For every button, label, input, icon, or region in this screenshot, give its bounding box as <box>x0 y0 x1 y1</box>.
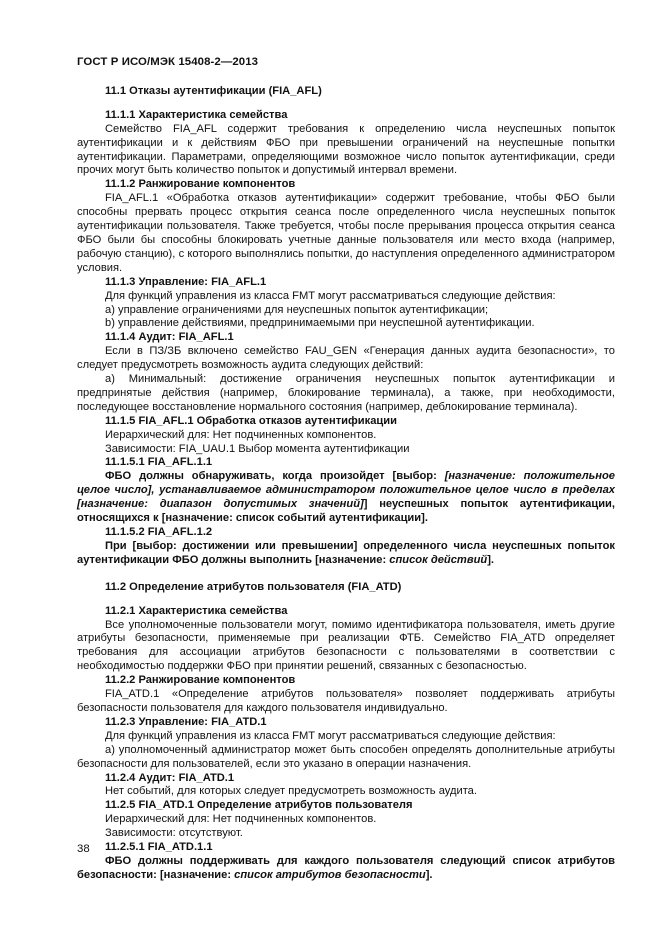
paragraph: a) Минимальный: достижение ограничения неуспешных попыток аутентификации и предпринятые действия (например, блокирование терминала), а также, при необходимости, последующее восстановление нормального состояния (например, деблокирование терминала). <box>77 373 615 413</box>
requirement-italic-part: список действий <box>389 553 488 566</box>
requirement-italic-part: список атрибутов безопасности <box>234 868 426 881</box>
section-11-1-2-heading: 11.1.2 Ранжирование компонентов <box>105 178 296 191</box>
section-11-1-4-heading: 11.1.4 Аудит: FIA_AFL.1 <box>105 331 234 344</box>
paragraph: Все уполномоченные пользователи могут, помимо идентификатора пользователя, иметь другие атрибуты безопасности, применяемые при реализации ФТБ. Семейство FIA_ATD определяет требования для ассоциации атрибутов безопасности с пользователями в соответствии с необходимостью поддержки ФБО при принятии решений, связанных с безопасностью. <box>77 618 615 673</box>
section-11-2-1-heading: 11.2.1 Характеристика семейства <box>105 604 288 617</box>
element-11-1-5-2-heading: 11.1.5.2 FIA_AFL.1.2 <box>105 526 213 538</box>
requirement-part: ФБО должны поддерживать для каждого пользователя следующий список атрибутов безопасности: [назначение: <box>77 854 615 881</box>
list-item: b) управление действиями, предпринимаемыми при неуспешной аутентификации. <box>105 317 535 330</box>
paragraph: FIA_AFL.1 «Обработка отказов аутентификации» содержит требование, чтобы ФБО были способны прервать процесс открытия сеанса после определенного числа неуспешных попыток аутентификации пользователя. Также требуется, чтобы после прерывания процесса открытия сеанса ФБО были бы способны блокировать учетные данные пользователя или место входа (например, рабочую станцию), с которого выполнялись попытки, до наступления определенного администратором условия. <box>77 192 615 274</box>
section-11-1-3-heading: 11.1.3 Управление: FIA_AFL.1 <box>105 275 267 288</box>
document-header: ГОСТ Р ИСО/МЭК 15408-2—2013 <box>77 56 259 68</box>
list-item: a) управление ограничениями для неуспешных попыток аутентификации; <box>105 303 489 316</box>
requirement-part: ]. <box>487 553 494 566</box>
paragraph: Для функций управления из класса FMT могут рассматриваться следующие действия: <box>105 729 556 742</box>
requirement-part: ФБО должны обнаруживать, когда произойдет [выбор: <box>105 470 445 483</box>
paragraph: Для функций управления из класса FMT могут рассматриваться следующие действия: <box>105 289 556 302</box>
paragraph: a) уполномоченный администратор может быть способен определять дополнительные атрибуты безопасности для пользователей, если это указано в операции назначения. <box>77 743 615 770</box>
requirement-part: ]. <box>425 868 433 881</box>
paragraph: Нет событий, для которых следует предусмотреть возможность аудита. <box>105 785 477 798</box>
section-11-2-5-heading: 11.2.5 FIA_ATD.1 Определение атрибутов пользователя <box>105 799 413 812</box>
section-11-2-heading: 11.2 Определение атрибутов пользователя (FIA_ATD) <box>105 580 402 593</box>
page-number: 38 <box>77 843 90 855</box>
requirement-text <box>77 470 615 526</box>
requirement-part: При [выбор: достижении или превышении] определенного числа неуспешных попыток аутентификации ФБО должны выполнить [назначение: <box>77 539 615 566</box>
section-11-1-1-heading: 11.1.1 Характеристика семейства <box>105 108 288 121</box>
paragraph: FIA_ATD.1 «Определение атрибутов пользователя» позволяет поддерживать атрибуты безопасности пользователя для каждого пользователя индивидуально. <box>77 688 615 714</box>
dependencies-line: Зависимости: отсутствуют. <box>105 827 243 840</box>
section-11-2-3-heading: 11.2.3 Управление: FIA_ATD.1 <box>105 715 267 728</box>
element-11-2-5-1-heading: 11.2.5.1 FIA_ATD.1.1 <box>105 841 213 854</box>
requirement-text <box>77 540 615 568</box>
section-11-1-5-heading: 11.1.5 FIA_AFL.1 Обработка отказов аутентификации <box>105 414 397 427</box>
section-11-1-heading: 11.1 Отказы аутентификации (FIA_AFL) <box>105 84 322 97</box>
hierarchy-line: Иерархический для: Нет подчиненных компонентов. <box>105 813 377 826</box>
requirement-text <box>77 855 615 883</box>
dependencies-line: Зависимости: FIA_UAU.1 Выбор момента аутентификации <box>105 442 410 455</box>
paragraph: Если в ПЗ/ЗБ включено семейство FAU_GEN «Генерация данных аудита безопасности», то следует предусмотреть возможность аудита следующих действий: <box>77 345 615 372</box>
section-11-2-4-heading: 11.2.4 Аудит: FIA_ATD.1 <box>105 771 235 784</box>
paragraph: Семейство FIA_AFL содержит требования к определению числа неуспешных попыток аутентификации и к действиям ФБО при превышении ограничений на неуспешные попытки аутентификации. Параметрами, определяющими возможное число попыток аутентификации, среди прочих могут быть количество попыток и допустимый интервал времени. <box>77 122 615 177</box>
requirement-part: ] неуспешных попыток аутентификации, относящихся к [назначение: список событий аутентификации]. <box>77 498 615 525</box>
document-page <box>77 56 615 883</box>
requirement-italic-part: [назначение: положительное целое число], устанавливаемое администратором положительное целое число в пределах [назначение: диапазон допустимых значений] <box>77 470 615 511</box>
hierarchy-line: Иерархический для: Нет подчиненных компонентов. <box>105 428 377 441</box>
section-11-2-2-heading: 11.2.2 Ранжирование компонентов <box>105 674 296 687</box>
element-11-1-5-1-heading: 11.1.5.1 FIA_AFL.1.1 <box>105 456 213 469</box>
